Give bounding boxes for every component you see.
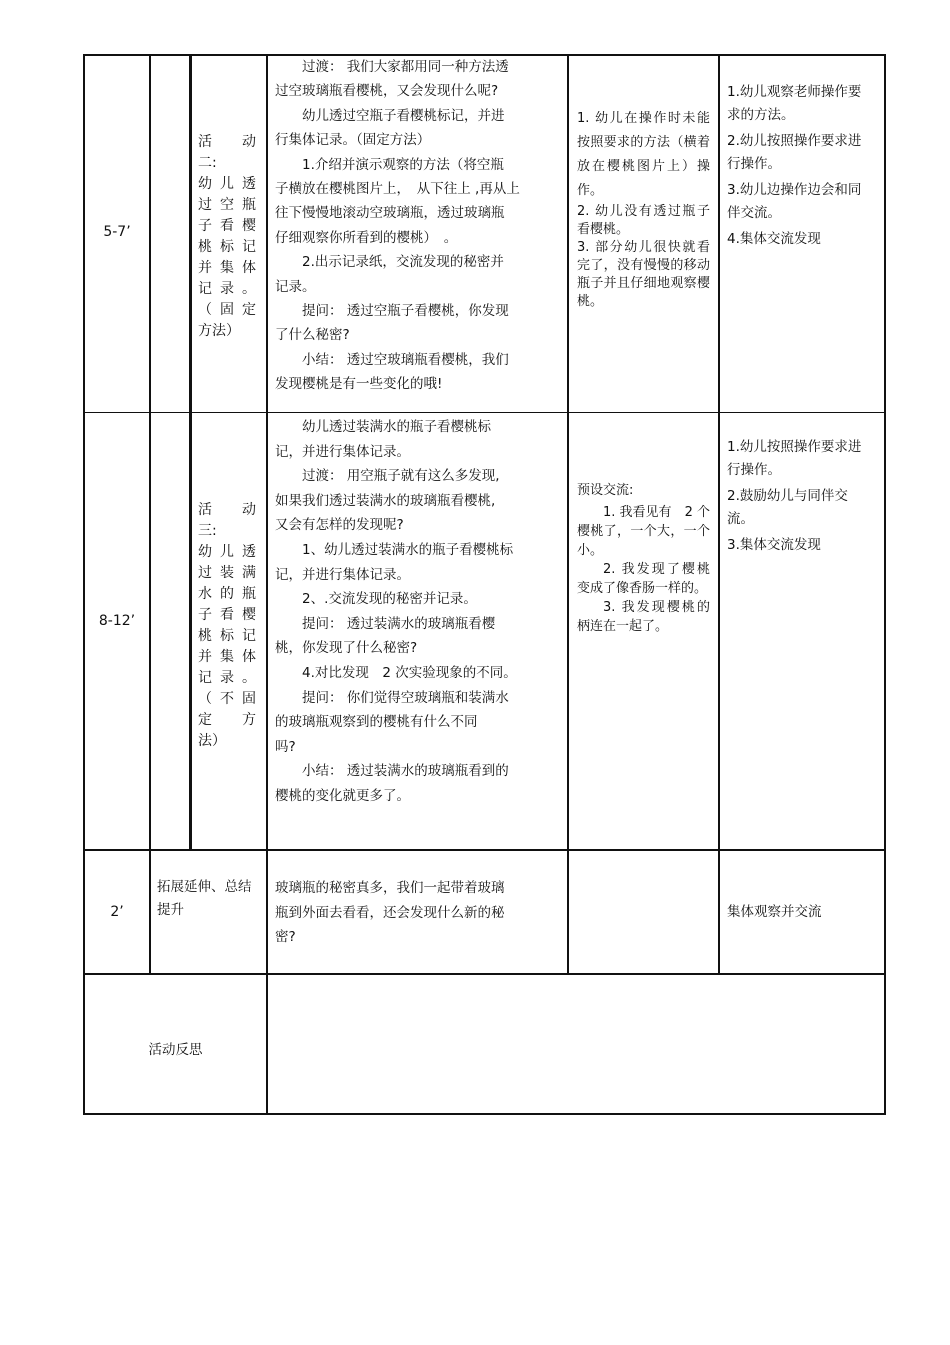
- activity-line: 幼儿透: [198, 176, 256, 192]
- process-line: 过空玻璃瓶看樱桃，又会发现什么呢?: [275, 83, 499, 100]
- activity-line: 记录。: [198, 281, 256, 297]
- process-line: 提问： 透过装满水的玻璃瓶看樱: [302, 615, 496, 632]
- time-label: 8-12’: [98, 613, 136, 629]
- process-line: 玻璃瓶的秘密真多，我们一起带着玻璃: [275, 880, 505, 896]
- col-divider-mid: [189, 54, 192, 850]
- activity-line: 过空瓶: [198, 197, 256, 213]
- process-line: 仔细观察你所看到的樱桃） 。: [275, 229, 458, 246]
- process-line: 又会有怎样的发现呢?: [275, 517, 404, 534]
- time-label: 2’: [110, 904, 124, 920]
- prediction-item: 2. 幼儿没有透过瓶子看樱桃。: [577, 204, 710, 237]
- col-divider-process: [266, 54, 268, 1115]
- stage-cell-row3: [157, 876, 257, 922]
- row-divider-2: [83, 849, 886, 851]
- activity-line: （不固: [198, 691, 256, 707]
- time-label: 5-7’: [103, 224, 131, 240]
- process-line: 2、.交流发现的秘密并记录。: [302, 591, 477, 608]
- process-line: 记，并进行集体记录。: [275, 566, 410, 583]
- reflection-label-cell: [85, 1039, 266, 1062]
- process-line: 桃，你发现了什么秘密?: [275, 640, 418, 657]
- prediction-item: 3. 我发现樱桃的柄连在一起了。: [577, 600, 710, 634]
- prediction-item: 3. 部分幼儿很快就看完了，没有慢慢的移动瓶子并且仔细地观察樱桃。: [577, 240, 710, 309]
- reflection-label: 活动反思: [148, 1042, 203, 1058]
- observation-item: 2.幼儿按照操作要求进行操作。: [727, 133, 862, 172]
- process-line: 记，并进行集体记录。: [275, 443, 410, 460]
- activity-cell-row1: [198, 132, 256, 342]
- observation-item: 2.鼓励幼儿与同伴交流。: [727, 488, 848, 527]
- row-divider-3: [83, 973, 886, 975]
- process-line: 行集体记录。（固定方法）: [275, 132, 431, 149]
- process-line: 的玻璃瓶观察到的樱桃有什么不同: [275, 714, 478, 731]
- activity-line: 并集体: [198, 260, 256, 276]
- process-line: 1.介绍并演示观察的方法（将空瓶: [302, 156, 504, 173]
- activity-line: 子看樱: [198, 218, 256, 234]
- process-line: 瓶到外面去看看，还会发现什么新的秘: [275, 904, 505, 921]
- process-line: 1、幼儿透过装满水的瓶子看樱桃标: [302, 541, 514, 558]
- process-line: 过渡： 用空瓶子就有这么多发现,: [302, 468, 500, 485]
- process-line: 如果我们透过装满水的玻璃瓶看樱桃,: [275, 492, 496, 509]
- time-cell-row2: [85, 610, 149, 633]
- activity-line: 子看樱: [198, 607, 256, 623]
- process-cell-row1: [275, 55, 560, 397]
- prediction-item: 2. 我发现了樱桃变成了像香肠一样的。: [577, 562, 710, 596]
- process-line: 了什么秘密?: [275, 327, 350, 344]
- activity-line: 二:: [198, 155, 217, 171]
- time-cell-row1: [85, 221, 149, 244]
- process-line: 樱桃的变化就更多了。: [275, 787, 410, 804]
- process-cell-row2: [275, 415, 560, 809]
- process-line: 记录。: [275, 278, 316, 295]
- activity-line: 水的瓶: [198, 586, 256, 602]
- observation-item: 3.幼儿边操作边会和同伴交流。: [727, 182, 862, 221]
- observation-item: 3.集体交流发现: [727, 537, 821, 553]
- process-line: 小结： 透过装满水的玻璃瓶看到的: [302, 763, 509, 780]
- process-line: 发现樱桃是有一些变化的哦!: [275, 376, 443, 393]
- process-line: 4.对比发现 2 次实验现象的不同。: [302, 664, 517, 681]
- activity-line: （固定: [198, 302, 256, 318]
- table-border-left: [83, 54, 85, 1115]
- col-divider-observation: [718, 54, 720, 975]
- row-divider-1: [83, 412, 886, 413]
- process-line: 提问： 你们觉得空玻璃瓶和装满水: [302, 689, 509, 706]
- activity-line: 桃标记: [198, 628, 256, 644]
- observation-item: 1.幼儿按照操作要求进行操作。: [727, 439, 862, 478]
- activity-line: 定 方: [198, 712, 256, 728]
- process-line: 幼儿透过空瓶子看樱桃标记，并进: [302, 107, 505, 124]
- prediction-cell-row2: [577, 481, 710, 636]
- table-border-right: [884, 54, 886, 1115]
- observation-cell-row2: [727, 436, 867, 557]
- process-line: 吗?: [275, 738, 296, 755]
- activity-line: 过装满: [198, 565, 256, 581]
- activity-line: 活 动: [198, 502, 256, 518]
- process-cell-row3: [275, 876, 560, 950]
- process-line: 过渡： 我们大家都用同一种方法透: [302, 59, 509, 75]
- activity-line: 三:: [198, 523, 217, 539]
- process-line: 往下慢慢地滚动空玻璃瓶，透过玻璃瓶: [275, 205, 505, 222]
- process-line: 2.出示记录纸，交流发现的秘密并: [302, 254, 504, 271]
- activity-line: 幼儿透: [198, 544, 256, 560]
- activity-line: 法）: [198, 733, 226, 749]
- prediction-cell-row1: [577, 107, 710, 311]
- prediction-item: 1. 幼儿在操作时未能按照要求的方法（横着放在樱桃图片上）操作。: [577, 111, 710, 198]
- observation-item: 1.幼儿观察老师操作要求的方法。: [727, 84, 862, 123]
- process-line: 小结： 透过空玻璃瓶看樱桃，我们: [302, 351, 509, 368]
- process-line: 密?: [275, 929, 296, 945]
- process-line: 幼儿透过装满水的瓶子看樱桃标: [302, 419, 491, 435]
- table-border-bottom: [83, 1113, 886, 1115]
- activity-line: 桃标记: [198, 239, 256, 255]
- col-divider-time: [149, 54, 151, 975]
- col-divider-prediction: [567, 54, 569, 975]
- process-line: 提问： 透过空瓶子看樱桃，你发现: [302, 303, 509, 320]
- observation-cell-row3: [727, 901, 867, 924]
- observation-item: 4.集体交流发现: [727, 231, 821, 247]
- activity-line: 活 动: [198, 134, 256, 150]
- activity-line: 记录。: [198, 670, 256, 686]
- prediction-item: 1. 我看见有 2 个樱桃了，一个大，一个小。: [577, 505, 710, 558]
- stage-label: 拓展延伸、总结提升: [157, 879, 252, 918]
- activity-line: 并集体: [198, 649, 256, 665]
- prediction-item: 预设交流:: [577, 483, 634, 498]
- activity-line: 方法）: [198, 323, 240, 339]
- time-cell-row3: [85, 901, 149, 924]
- observation-cell-row1: [727, 81, 867, 251]
- observation-item: 集体观察并交流: [727, 904, 822, 920]
- activity-cell-row2: [198, 500, 256, 752]
- process-line: 子横放在樱桃图片上， 从下往上 ,再从上: [275, 181, 520, 198]
